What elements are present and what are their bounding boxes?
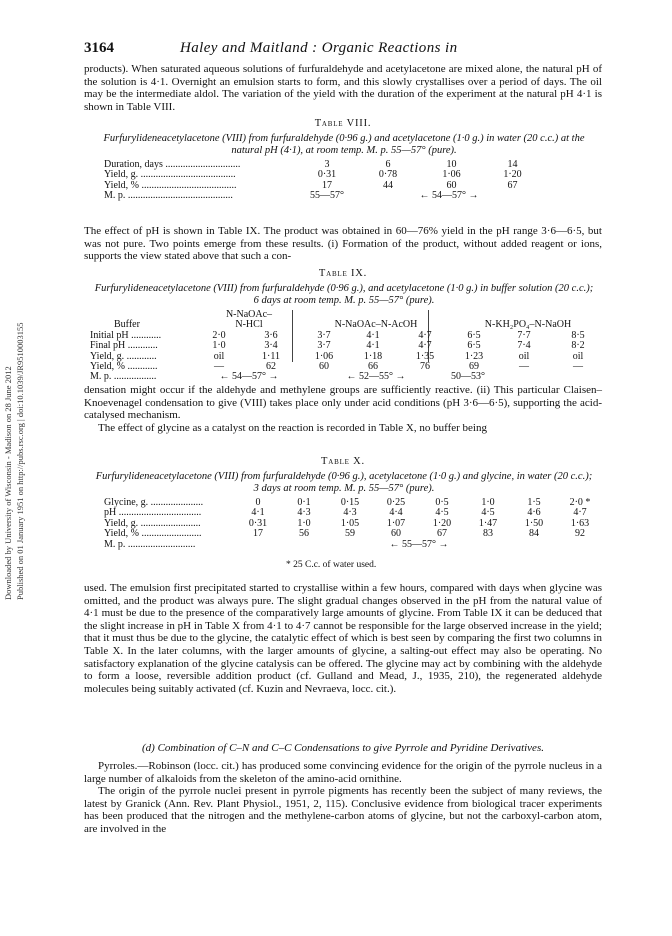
- cell: 4·7: [418, 329, 432, 341]
- group-header: N-NaOAc–: [225, 309, 273, 320]
- cell: 4·5: [435, 507, 449, 519]
- paragraph-text: The effect of glycine as a catalyst on the reaction is recorded in Table X, no buffer being: [98, 421, 487, 434]
- cell: 4·3: [343, 507, 357, 519]
- row-label: pH .................................: [104, 507, 202, 519]
- cell: 4·3: [297, 507, 311, 519]
- cell: 8·5: [571, 329, 585, 341]
- cell: 1·47: [478, 517, 498, 529]
- paragraph-2: [84, 225, 602, 263]
- row-label: Yield, % ........................: [104, 528, 202, 540]
- table-8-caption: Table VIII.: [314, 118, 372, 129]
- cell: 76: [420, 361, 430, 373]
- cell: 4·1: [251, 507, 265, 519]
- section-heading: (d) Combination of C–N and C–C Condensations to give Pyrrole and Pyridine Derivatives.: [142, 742, 544, 754]
- row-label: Yield, g. ......................................: [104, 169, 236, 181]
- row-label: Yield, g. ........................: [104, 517, 201, 529]
- table-9-caption: Table IX.: [318, 268, 368, 279]
- cell: 4·7: [418, 340, 432, 352]
- row-label: Yield, % ............: [90, 361, 158, 373]
- cell: 17: [322, 179, 332, 191]
- cell-span: ← 54—57° →: [219, 371, 279, 383]
- table-8: [104, 160, 543, 202]
- group-header: N-HCl: [235, 319, 263, 331]
- cell: 8·2: [571, 340, 585, 352]
- cell: 17: [253, 528, 263, 540]
- cell: 56: [299, 528, 309, 540]
- row-label: Initial pH ............: [90, 329, 162, 341]
- cell: 0·78: [378, 169, 398, 181]
- cell: 1·0: [212, 340, 226, 352]
- cell: 4·1: [366, 340, 380, 352]
- cell: 4·1: [366, 329, 380, 341]
- page-number: 3164: [84, 40, 114, 56]
- cell: 1·0: [481, 497, 495, 508]
- cell-span: ← 54—57° →: [419, 190, 479, 202]
- cell: 2·0: [212, 329, 226, 341]
- column-header: Buffer: [114, 319, 140, 331]
- cell: 4·7: [573, 507, 587, 519]
- cell: 1·35: [415, 350, 435, 362]
- cell: 6·5: [467, 329, 481, 341]
- row-label: Duration, days ..............................: [104, 159, 241, 170]
- table-10-footnote: * 25 C.c. of water used.: [286, 560, 377, 570]
- row-label: M. p. .................: [90, 371, 157, 383]
- sidebar-notices: [0, 170, 26, 600]
- cell: 3·6: [264, 329, 278, 341]
- download-notice: Downloaded by University of Wisconsin - Madison on 28 June 2012: [3, 366, 13, 600]
- cell: 69: [469, 361, 479, 373]
- table-row: [104, 540, 603, 550]
- group-header: N-NaOAc–N-AcOH: [334, 319, 418, 331]
- paragraph-text: products). When saturated aqueous solutions of furfuraldehyde and acetylacetone are mixed alone, the natural pH of the solution is 4·1. Overnight an emulsion starts to form, and this slowly crystallises over a period of days. The oil may be the intermediate aldol. The variation of the yield with the duration of the experiment at the natural pH 4·1 is shown in Table VIII.: [84, 63, 602, 113]
- table-9: [90, 310, 605, 383]
- cell: 66: [368, 361, 378, 373]
- cell: 0: [255, 497, 261, 508]
- cell: 6·5: [467, 340, 481, 352]
- cell: oil: [518, 350, 530, 362]
- cell-span: ← 55—57° →: [389, 538, 449, 550]
- row-label: M. p. ..........................................: [104, 190, 233, 202]
- paragraph-text: The effect of pH is shown in Table IX. The product was obtained in 60—76% yield in the pH range 3·6—6·5, but was not pure. Two points emerge from these results. (i) Formation of the product, without added reagent or ions, supports the view stated above that such a con-: [84, 225, 602, 263]
- cell: 1·06: [314, 350, 334, 362]
- group-header: N-KH₂PO₄–N-NaOH: [484, 319, 572, 331]
- cell: 67: [507, 179, 518, 191]
- cell: 62: [266, 361, 276, 373]
- cell: 10: [446, 159, 457, 170]
- cell: 92: [575, 528, 585, 540]
- cell: 0·15: [340, 497, 360, 508]
- cell: 1·05: [340, 517, 360, 529]
- paragraph-3: [84, 384, 602, 434]
- paragraph-1: [84, 63, 602, 113]
- cell: 1·63: [570, 517, 590, 529]
- cell: 1·20: [432, 517, 452, 529]
- table-10-subtitle: Furfurylideneacetylacetone (VIII) from furfuraldehyde (0·96 g.), acetylacetone (1·0 g.) and glycine, in water (20 c.c.); 3 days at room temp. M. p. 55—57° (pure).: [95, 471, 593, 495]
- cell: 1·11: [262, 350, 280, 362]
- cell: 3·7: [317, 329, 331, 341]
- cell: 4·5: [481, 507, 495, 519]
- cell: 0·31: [317, 169, 337, 181]
- cell: 2·0 *: [569, 497, 591, 508]
- cell: —: [519, 361, 529, 373]
- cell: 55—57°: [310, 190, 344, 202]
- row-label: Yield, g. ............: [90, 350, 157, 362]
- paragraph-text: Pyrroles.—Robinson (locc. cit.) has produced some convincing evidence for the origin of the pyrrole nucleus in a large number of alkaloids from the skeleton of the amino-acid ornithine.: [84, 760, 602, 785]
- cell: oil: [213, 350, 225, 362]
- cell: 0·5: [435, 497, 449, 508]
- table-row: [90, 372, 605, 382]
- cell: oil: [572, 350, 584, 362]
- cell: 60: [391, 528, 401, 540]
- paragraph-6: [84, 760, 602, 836]
- cell: 1·50: [524, 517, 544, 529]
- paragraph-text: The origin of the pyrrole nuclei present in pyrrole pigments has recently been the subject of many reviews, the latest by Granick (Ann. Rev. Plant Physiol., 1951, 2, 115). Conclusive evidence from biological tracer experiments has been produced that the nitrogen and the methylene-carbon atoms of glycine, but not the carboxyl-carbon atom, are involved in the: [84, 785, 602, 835]
- row-label: Final pH ............: [90, 340, 158, 352]
- cell: 83: [483, 528, 493, 540]
- cell: 7·7: [517, 329, 531, 341]
- publication-notice: Published on 01 January 1951 on http://pubs.rsc.org | doi:10.1039/JR9510003155: [15, 322, 25, 600]
- cell: 1·07: [386, 517, 406, 529]
- table-10-caption: Table X.: [321, 456, 365, 467]
- cell: 60: [446, 179, 457, 191]
- cell: 60: [319, 361, 329, 373]
- paragraph-text: densation might occur if the aldehyde and methylene groups are sufficiently reactive. (ii) This particular Claisen–Knoevenagel condensation to give (VIII) takes place only under acid conditions (pH 3·6—6·5), supporting the acid-catalysed mechanism.: [84, 384, 602, 422]
- cell: 7·4: [517, 340, 531, 352]
- cell: 1·23: [464, 350, 484, 362]
- cell: 0·25: [386, 497, 406, 508]
- cell: 1·20: [503, 169, 522, 181]
- paragraph-5: [84, 582, 602, 695]
- cell: 1·5: [527, 497, 541, 508]
- cell: 0·1: [297, 497, 311, 508]
- row-label: Glycine, g. .....................: [104, 497, 204, 508]
- table-row: [104, 191, 543, 201]
- table-10: [104, 498, 603, 550]
- cell: 14: [507, 159, 518, 170]
- cell-span: ← 52—55° →: [346, 371, 406, 383]
- cell: 4·6: [527, 507, 541, 519]
- cell: 3·4: [264, 340, 278, 352]
- cell: 1·06: [442, 169, 461, 181]
- cell-span: 50—53°: [451, 371, 485, 383]
- cell: —: [573, 361, 583, 373]
- cell: 1·18: [363, 350, 383, 362]
- cell: 44: [383, 179, 393, 191]
- cell: 3·7: [317, 340, 331, 352]
- cell: 6: [385, 159, 391, 170]
- cell: 59: [345, 528, 355, 540]
- cell: 0·31: [248, 517, 268, 529]
- cell: 4·4: [389, 507, 403, 519]
- cell: 1·0: [297, 517, 311, 529]
- cell: 67: [437, 528, 447, 540]
- paragraph-text: used. The emulsion first precipitated started to crystallise within a few hours, compared with days when glycine was omitted, and the product was always pure. The slight gradual changes observed in the pH from the natural value of 4·1 must be due to the presence of the comparatively large amounts of glycine. From Table IX it can be deduced that the slight increase in pH in Table X from 4·1 to 4·7 cannot be responsible for the large observed increase in the yield; that it must thus be due to the glycine, the catalytic effect of which is best seen by comparing the first two columns in Table X. In the later columns, with the larger amounts of glycine, a salting-out effect may also be operating. No satisfactory explanation of the glycine catalysis can be offered. The glycine may act by combining with the aldehyde to form a loose, reversible addition product (cf. Gulland and Mead, J., 1935, 210), the regenerated aldehyde molecules being suitably activated (cf. Kuzin and Nevraeva, locc. cit.).: [84, 582, 602, 695]
- cell: 84: [529, 528, 539, 540]
- row-label: M. p. ...........................: [104, 538, 196, 550]
- table-9-subtitle: Furfurylideneacetylacetone (VIII) from furfuraldehyde (0·96 g.), and acetylacetone (1·0 g.) in buffer solution (20 c.c.); 6 days at room temp. M. p. 55—57° (pure).: [94, 283, 594, 307]
- running-title: Haley and Maitland : Organic Reactions in: [180, 40, 458, 56]
- cell: 3: [324, 159, 330, 170]
- cell: —: [214, 361, 224, 373]
- table-8-subtitle: Furfurylideneacetylacetone (VIII) from furfuraldehyde (0·96 g.) and acetylacetone (1·0 g.) in water (20 c.c.) at the natural pH (4·1), at room temp. M. p. 55—57° (pure).: [103, 133, 585, 157]
- row-label: Yield, % ......................................: [104, 179, 237, 191]
